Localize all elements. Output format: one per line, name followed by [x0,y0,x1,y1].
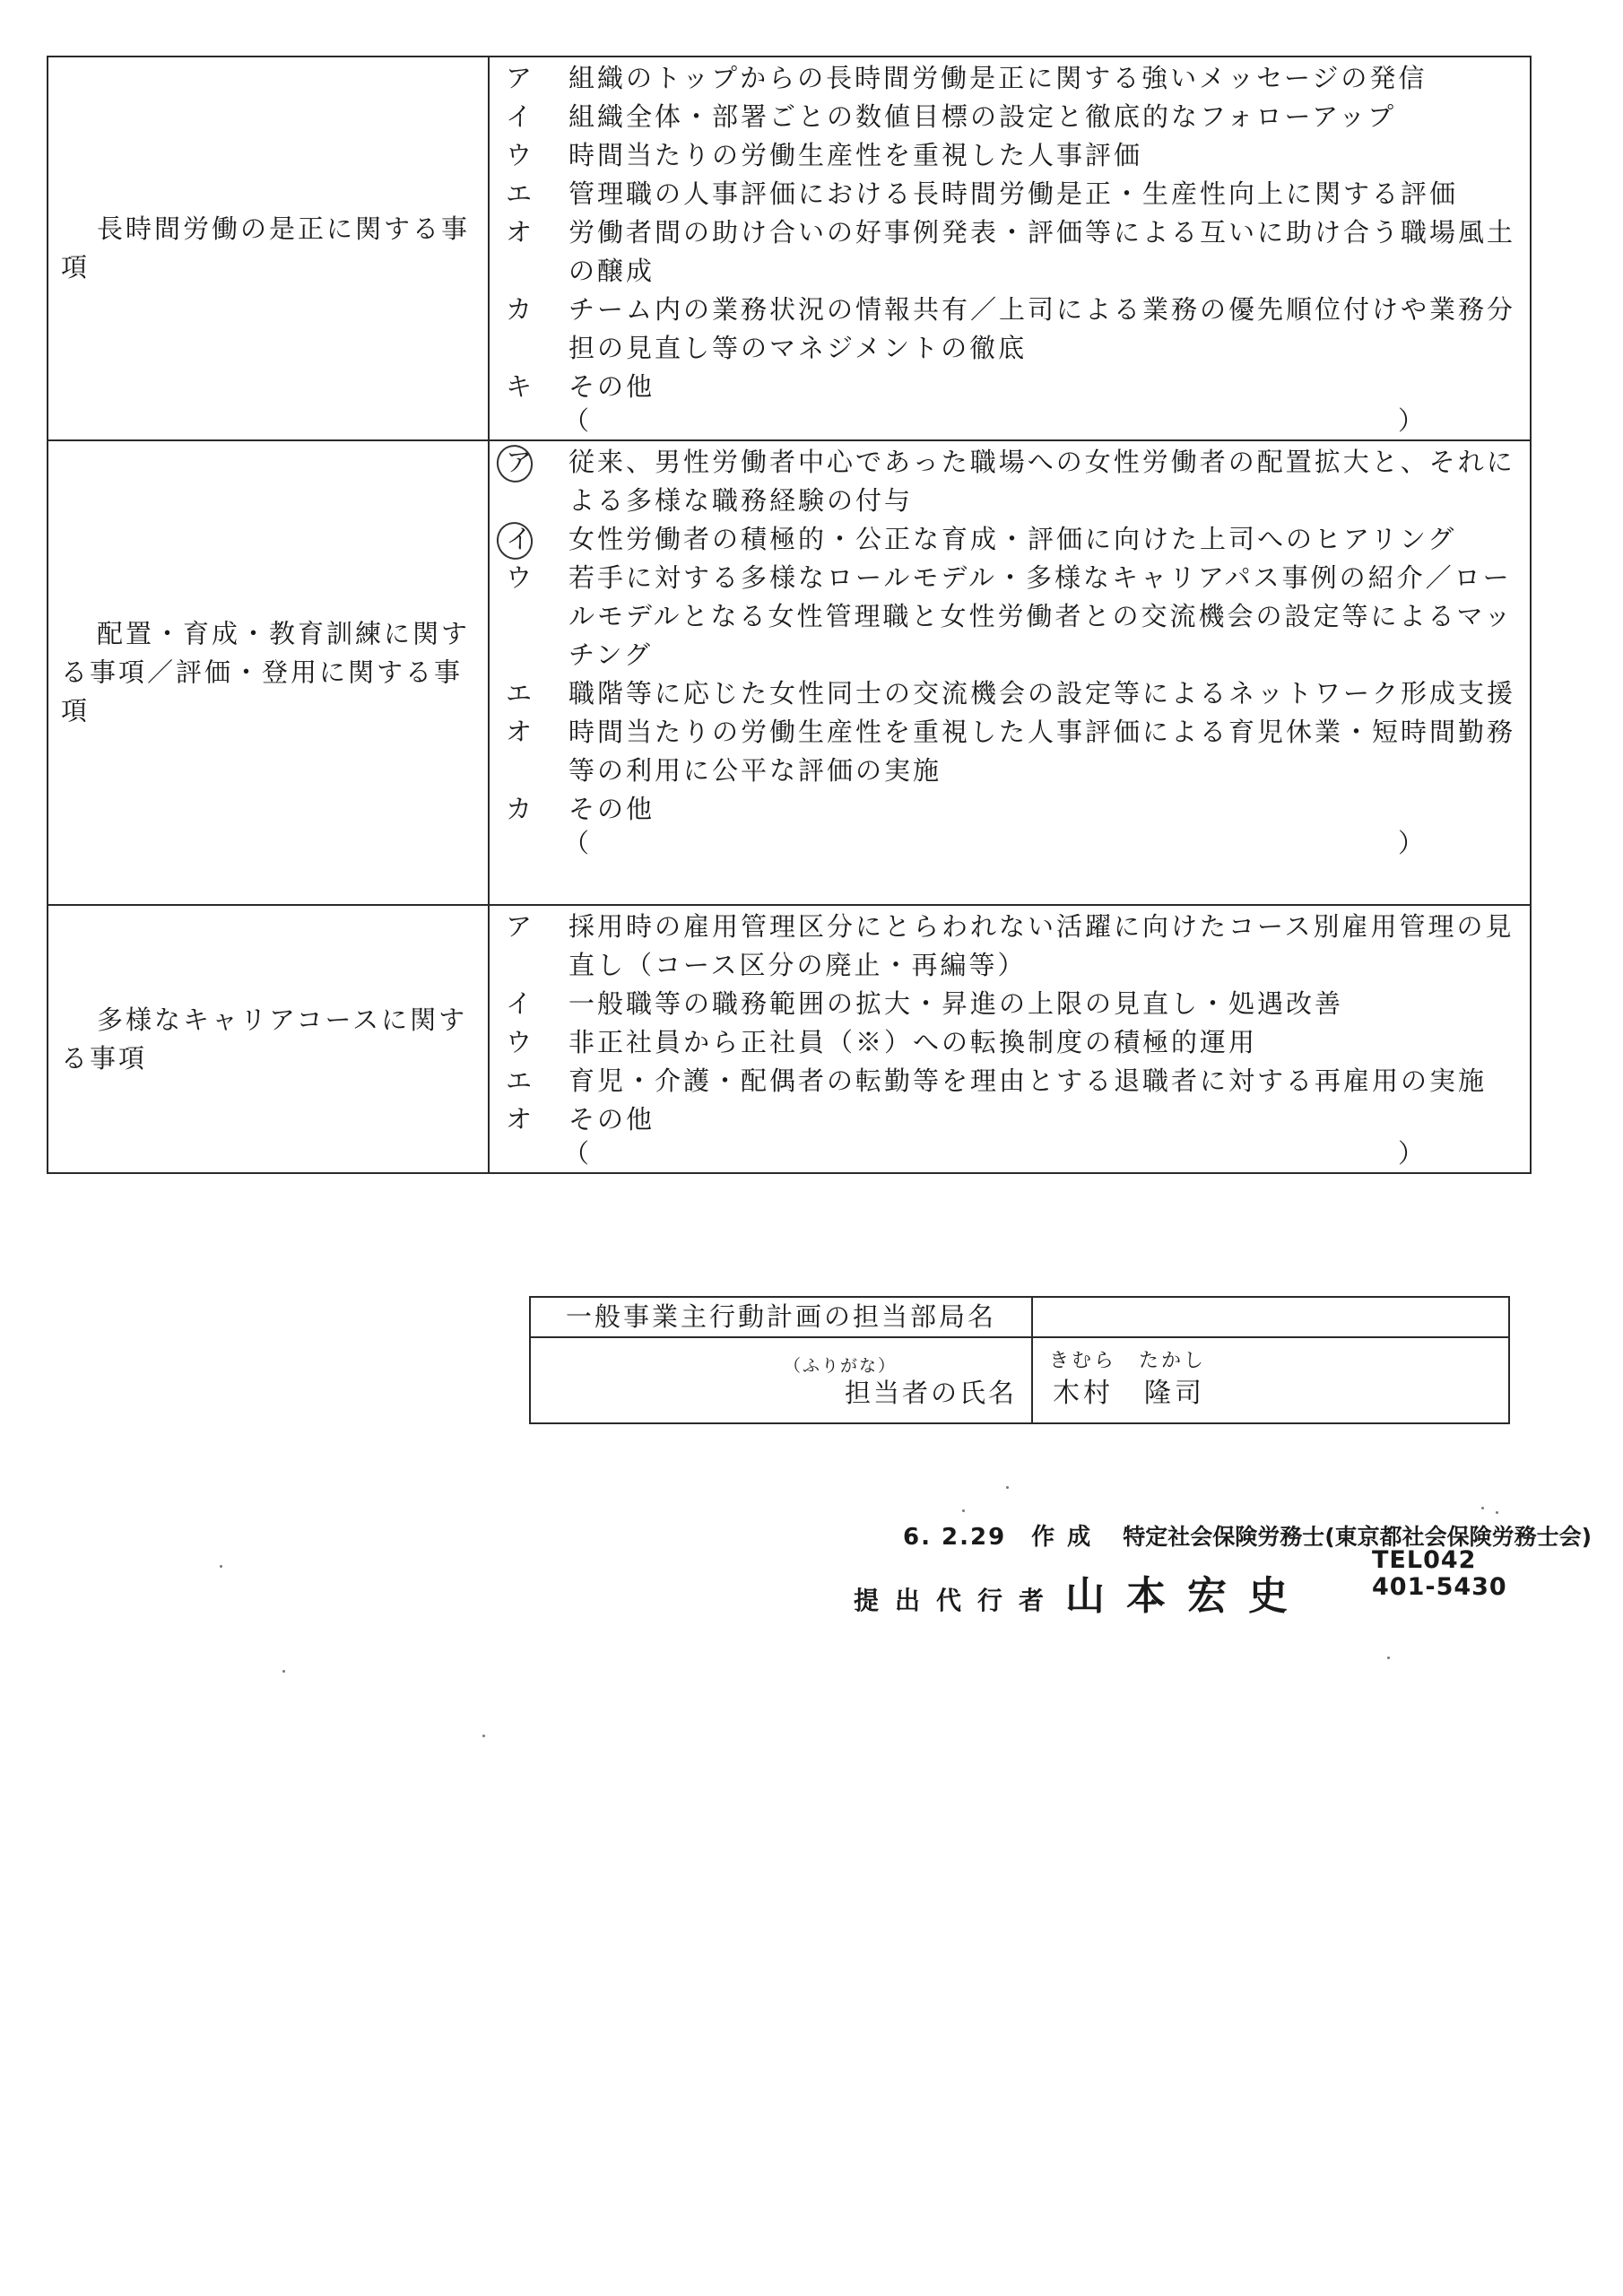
items-cell [489,905,1531,1173]
list-item: オ 時間当たりの労働生産性を重視した人事評価による育児休業・短時間勤務等の利用に公平な評価の実施 [506,717,1516,786]
category-cell [48,905,489,1173]
dept-value [1032,1297,1509,1337]
contact-table [529,1296,1510,1424]
other-blank: （ ） [563,405,1424,436]
list-item: オ 労働者間の助け合いの好事例発表・評価等による互いに助け合う職場風土の醸成 [506,217,1516,286]
name-value: 木村 隆司 [1053,1378,1205,1409]
stamp-tel: TEL042 401-5430 [1372,1546,1507,1601]
list-item: エ 職階等に応じた女性同士の交流機会の設定等によるネットワーク形成支援 [506,678,1516,709]
list-item-selected: ア 従来、男性労働者中心であった職場への女性労働者の配置拡大と、それによる多様な職務経験の付与 [502,443,1517,520]
list-item: オ その他 [506,1104,655,1135]
category-label: 長時間労働の是正に関する事項 [61,213,471,283]
circled-mark-icon: イ [502,520,568,559]
scan-speck [220,1565,222,1568]
scan-speck [282,1670,285,1673]
name-furigana: きむら たかし [1049,1350,1207,1372]
list-item: キ その他 [506,371,655,402]
other-blank: （ ） [563,828,1424,858]
category-cell [48,440,489,905]
circled-mark-icon: ア [502,443,568,520]
scan-speck [962,1509,965,1512]
name-label-cell [530,1337,1032,1423]
scan-speck [1006,1486,1009,1489]
list-item: ウ 時間当たりの労働生産性を重視した人事評価 [506,140,1143,170]
furigana-label: （ふりがな） [783,1356,897,1376]
scan-speck [1387,1657,1390,1659]
section-row-long-hours [48,57,1531,440]
list-item: ウ 非正社員から正社員（※）への転換制度の積極的運用 [506,1027,1258,1057]
scan-speck [482,1735,485,1737]
list-item: ア 組織のトップからの長時間労働是正に関する強いメッセージの発信 [506,63,1428,93]
category-cell [48,57,489,440]
section-row-placement [48,440,1531,905]
section-row-career [48,905,1531,1173]
list-item: カ チーム内の業務状況の情報共有／上司による業務の優先順位付けや業務分担の見直し等のマネジメントの徹底 [506,294,1516,363]
list-item: イ 一般職等の職務範囲の拡大・昇進の上限の見直し・処遇改善 [506,988,1344,1019]
other-blank: （ ） [563,1138,1424,1169]
category-label: 配置・育成・教育訓練に関する事項／評価・登用に関する事項 [61,618,471,726]
items-cell [489,440,1531,905]
stamp-made: 作成 [1031,1524,1104,1551]
stamp-date: 6. 2.29 [903,1524,1007,1551]
items-cell [489,57,1531,440]
list-item: カ その他 [506,794,655,824]
scan-speck [1496,1511,1498,1514]
list-item-selected: イ 女性労働者の積極的・公正な育成・評価に向けた上司へのヒアリング [502,520,1517,559]
scan-speck [1481,1507,1484,1509]
stamp-credential: 特定社会保険労務士(東京都社会保険労務士会) [1123,1524,1593,1550]
category-label: 多様なキャリアコースに関する事項 [61,1004,468,1074]
list-item: ウ 若手に対する多様なロールモデル・多様なキャリアパス事例の紹介／ロールモデルとなる女性管理職と女性労働者との交流機会の設定等によるマッチング [506,562,1514,670]
submitter-name: 山本宏史 [1065,1573,1310,1619]
list-item: エ 管理職の人事評価における長時間労働是正・生産性向上に関する評価 [506,178,1459,209]
name-value-cell [1032,1337,1509,1423]
submitter-label: 提出代行者 [854,1586,1061,1615]
list-item: ア 採用時の雇用管理区分にとらわれない活躍に向けたコース別雇用管理の見直し（コース区分の廃止・再編等） [506,911,1515,980]
name-label: 担当者の氏名 [844,1378,1017,1408]
dept-label: 一般事業主行動計画の担当部局名 [530,1297,1032,1337]
measures-table [47,56,1532,1174]
list-item: エ 育児・介護・配偶者の転勤等を理由とする退職者に対する再雇用の実施 [506,1065,1488,1096]
list-item: イ 組織全体・部署ごとの数値目標の設定と徹底的なフォローアップ [506,101,1397,132]
